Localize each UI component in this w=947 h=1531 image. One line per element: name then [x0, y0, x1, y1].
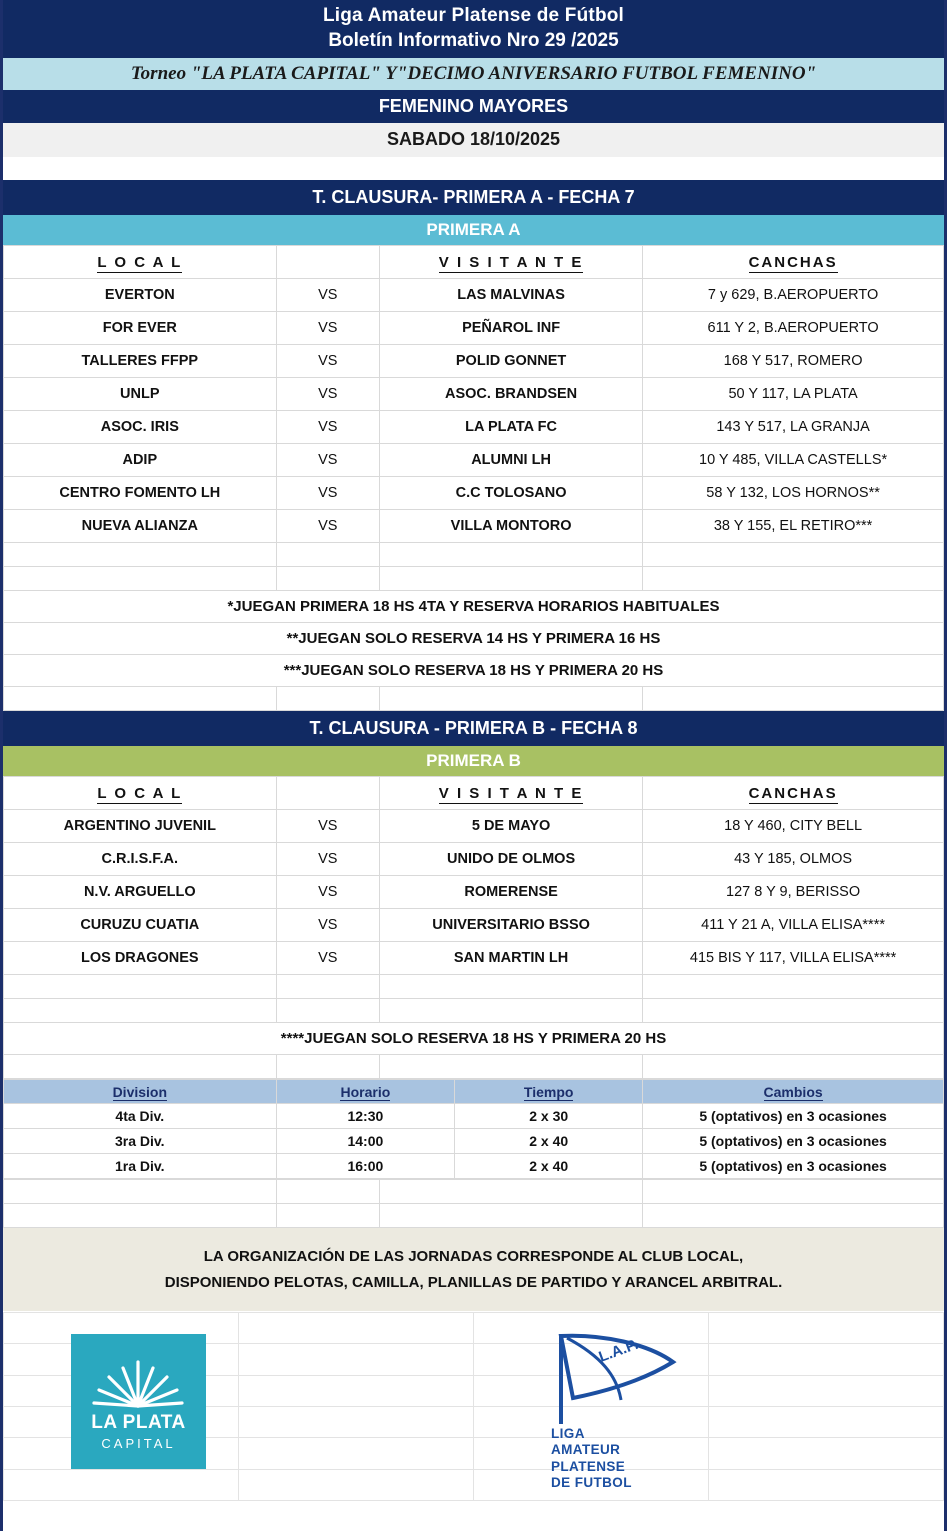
schedule-row — [4, 1129, 944, 1154]
column-header-vs — [276, 777, 379, 810]
cell-cancha: 611 Y 2, B.AEROPUERTO — [643, 312, 944, 345]
cell-cancha: 168 Y 517, ROMERO — [643, 345, 944, 378]
cell-blank — [379, 567, 642, 591]
cell-vs: VS — [276, 510, 379, 543]
cell-cambios: 5 (optativos) en 3 ocasiones — [643, 1154, 944, 1179]
cell-blank — [4, 543, 277, 567]
cell-cancha: 127 8 Y 9, BERISSO — [643, 876, 944, 909]
cell-local: ASOC. IRIS — [4, 411, 277, 444]
cell-division: 3ra Div. — [4, 1129, 277, 1154]
cell-vs: VS — [276, 876, 379, 909]
column-header-tiempo: Tiempo — [455, 1080, 643, 1104]
cell-visitante: UNIVERSITARIO BSSO — [379, 909, 642, 942]
cell-local: C.R.I.S.F.A. — [4, 843, 277, 876]
schedule-row — [4, 1104, 944, 1129]
cell-vs: VS — [276, 378, 379, 411]
table-row — [4, 510, 944, 543]
cell-blank — [379, 975, 642, 999]
la-plata-capital-subtitle: CAPITAL — [101, 1436, 176, 1451]
cell-cambios: 5 (optativos) en 3 ocasiones — [643, 1104, 944, 1129]
la-plata-capital-name: LA PLATA — [91, 1412, 186, 1433]
table-row-blank — [4, 687, 944, 711]
table-row — [4, 411, 944, 444]
cell-blank — [643, 975, 944, 999]
cell-visitante: SAN MARTIN LH — [379, 942, 642, 975]
cell-blank — [4, 1180, 277, 1204]
logos-area — [3, 1311, 944, 1501]
column-header-cambios: Cambios — [643, 1080, 944, 1104]
cell-visitante: ROMERENSE — [379, 876, 642, 909]
cell-cancha: 143 Y 517, LA GRANJA — [643, 411, 944, 444]
table-row — [4, 345, 944, 378]
column-header-local: L O C A L — [4, 777, 277, 810]
header-category: FEMENINO MAYORES — [3, 90, 944, 123]
table-row-note — [4, 1023, 944, 1055]
column-header-local: L O C A L — [4, 246, 277, 279]
cell-tiempo: 2 x 40 — [455, 1154, 643, 1179]
cell-horario: 14:00 — [276, 1129, 455, 1154]
cell-cambios: 5 (optativos) en 3 ocasiones — [643, 1129, 944, 1154]
cell-blank — [643, 1204, 944, 1228]
fixtures-table-primera-a — [3, 245, 944, 711]
cell-cancha: 58 Y 132, LOS HORNOS** — [643, 477, 944, 510]
table-row-blank — [4, 543, 944, 567]
cell-vs: VS — [276, 345, 379, 378]
table-row — [4, 876, 944, 909]
cell-blank — [379, 543, 642, 567]
cell-local: UNLP — [4, 378, 277, 411]
lap-name-block — [551, 1426, 632, 1492]
cell-visitante: ALUMNI LH — [379, 444, 642, 477]
lap-line4: DE FUTBOL — [551, 1475, 632, 1491]
cell-blank — [276, 1055, 379, 1079]
cell-horario: 16:00 — [276, 1154, 455, 1179]
table-row-blank — [4, 1204, 944, 1228]
cell-blank — [643, 1180, 944, 1204]
note-text: *JUEGAN PRIMERA 18 HS 4TA Y RESERVA HORARIOS HABITUALES — [4, 591, 944, 623]
cell-blank — [643, 567, 944, 591]
cell-blank — [4, 1055, 277, 1079]
column-header-horario: Horario — [276, 1080, 455, 1104]
lap-line3: PLATENSE — [551, 1458, 626, 1474]
cell-cancha: 415 BIS Y 117, VILLA ELISA**** — [643, 942, 944, 975]
table-row-blank — [4, 1055, 944, 1079]
table-row-blank — [4, 567, 944, 591]
column-header-canchas: CANCHAS — [643, 246, 944, 279]
cell-blank — [379, 687, 642, 711]
cell-vs: VS — [276, 810, 379, 843]
section-b-title: T. CLAUSURA - PRIMERA B - FECHA 8 — [3, 711, 944, 746]
cell-vs: VS — [276, 411, 379, 444]
cell-local: N.V. ARGUELLO — [4, 876, 277, 909]
column-header-visitante: V I S I T A N T E — [379, 246, 642, 279]
cell-blank — [379, 999, 642, 1023]
column-header-division: Division — [4, 1080, 277, 1104]
cell-cancha: 38 Y 155, EL RETIRO*** — [643, 510, 944, 543]
cell-vs: VS — [276, 312, 379, 345]
schedule-header-row — [4, 1080, 944, 1104]
table-header-row — [4, 246, 944, 279]
table-row — [4, 477, 944, 510]
cell-blank — [643, 1055, 944, 1079]
table-row-note — [4, 623, 944, 655]
cell-tiempo: 2 x 40 — [455, 1129, 643, 1154]
cell-blank — [276, 543, 379, 567]
note-text: ***JUEGAN SOLO RESERVA 18 HS Y PRIMERA 20 HS — [4, 655, 944, 687]
cell-blank — [4, 567, 277, 591]
schedule-table — [3, 1079, 944, 1179]
cell-blank — [276, 687, 379, 711]
cell-cancha: 10 Y 485, VILLA CASTELLS* — [643, 444, 944, 477]
column-header-visitante: V I S I T A N T E — [379, 777, 642, 810]
cell-vs: VS — [276, 909, 379, 942]
cell-visitante: LA PLATA FC — [379, 411, 642, 444]
organization-note-line1: LA ORGANIZACIÓN DE LAS JORNADAS CORRESPONDE AL CLUB LOCAL, — [203, 1248, 744, 1265]
cell-blank — [276, 999, 379, 1023]
section-a-title: T. CLAUSURA- PRIMERA A - FECHA 7 — [3, 180, 944, 215]
cell-cancha: 18 Y 460, CITY BELL — [643, 810, 944, 843]
table-row-blank — [4, 975, 944, 999]
pennant-flag-icon — [543, 1328, 723, 1438]
cell-division: 4ta Div. — [4, 1104, 277, 1129]
cell-vs: VS — [276, 477, 379, 510]
cell-blank — [4, 1204, 277, 1228]
table-row — [4, 909, 944, 942]
cell-blank — [379, 1055, 642, 1079]
cell-vs: VS — [276, 942, 379, 975]
cell-blank — [379, 1204, 642, 1228]
header-date: SABADO 18/10/2025 — [3, 123, 944, 157]
cell-visitante: LAS MALVINAS — [379, 279, 642, 312]
cell-blank — [4, 999, 277, 1023]
cell-visitante: VILLA MONTORO — [379, 510, 642, 543]
cell-blank — [643, 999, 944, 1023]
table-row-note — [4, 591, 944, 623]
header-bulletin-number: Boletín Informativo Nro 29 /2025 — [3, 30, 944, 58]
cell-blank — [379, 1180, 642, 1204]
cell-blank — [4, 975, 277, 999]
cell-visitante: 5 DE MAYO — [379, 810, 642, 843]
note-text: ****JUEGAN SOLO RESERVA 18 HS Y PRIMERA 20 HS — [4, 1023, 944, 1055]
column-header-vs — [276, 246, 379, 279]
note-text: **JUEGAN SOLO RESERVA 14 HS Y PRIMERA 16 HS — [4, 623, 944, 655]
cell-local: TALLERES FFPP — [4, 345, 277, 378]
sunburst-icon — [71, 1350, 206, 1412]
cell-visitante: ASOC. BRANDSEN — [379, 378, 642, 411]
cell-vs: VS — [276, 843, 379, 876]
schedule-row — [4, 1154, 944, 1179]
table-row — [4, 843, 944, 876]
cell-horario: 12:30 — [276, 1104, 455, 1129]
cell-blank — [276, 975, 379, 999]
cell-local: FOR EVER — [4, 312, 277, 345]
cell-local: CENTRO FOMENTO LH — [4, 477, 277, 510]
cell-blank — [276, 1204, 379, 1228]
spacer-grid — [3, 1179, 944, 1228]
cell-visitante: UNIDO DE OLMOS — [379, 843, 642, 876]
spacer — [3, 157, 944, 171]
cell-local: ADIP — [4, 444, 277, 477]
cell-visitante: PEÑAROL INF — [379, 312, 642, 345]
section-a-subtitle: PRIMERA A — [3, 215, 944, 245]
spacer — [3, 171, 944, 180]
cell-cancha: 7 y 629, B.AEROPUERTO — [643, 279, 944, 312]
table-header-row — [4, 777, 944, 810]
table-row — [4, 444, 944, 477]
lap-line1: LIGA — [551, 1426, 585, 1441]
lap-line2: AMATEUR — [551, 1442, 621, 1458]
cell-blank — [276, 1180, 379, 1204]
section-b-subtitle: PRIMERA B — [3, 746, 944, 776]
organization-note-line2: DISPONIENDO PELOTAS, CAMILLA, PLANILLAS DE PARTIDO Y ARANCEL ARBITRAL. — [164, 1273, 783, 1291]
cell-blank — [276, 567, 379, 591]
cell-local: EVERTON — [4, 279, 277, 312]
table-row-blank — [4, 999, 944, 1023]
cell-blank — [643, 687, 944, 711]
bottom-strip — [3, 1501, 944, 1531]
table-row — [4, 378, 944, 411]
cell-visitante: POLID GONNET — [379, 345, 642, 378]
header-league-name: Liga Amateur Platense de Fútbol — [3, 0, 944, 30]
cell-local: ARGENTINO JUVENIL — [4, 810, 277, 843]
table-row — [4, 312, 944, 345]
column-header-canchas: CANCHAS — [643, 777, 944, 810]
table-row — [4, 279, 944, 312]
cell-visitante: C.C TOLOSANO — [379, 477, 642, 510]
cell-blank — [643, 543, 944, 567]
header-tournament-name: Torneo "LA PLATA CAPITAL" Y"DECIMO ANIVERSARIO FUTBOL FEMENINO" — [3, 58, 944, 90]
cell-vs: VS — [276, 279, 379, 312]
la-plata-capital-logo — [71, 1334, 206, 1469]
liga-amateur-platense-logo — [543, 1328, 723, 1491]
cell-cancha: 50 Y 117, LA PLATA — [643, 378, 944, 411]
lap-monogram: L.A.P. — [596, 1335, 641, 1366]
cell-local: NUEVA ALIANZA — [4, 510, 277, 543]
cell-local: LOS DRAGONES — [4, 942, 277, 975]
cell-cancha: 43 Y 185, OLMOS — [643, 843, 944, 876]
cell-tiempo: 2 x 30 — [455, 1104, 643, 1129]
cell-local: CURUZU CUATIA — [4, 909, 277, 942]
cell-blank — [4, 687, 277, 711]
table-row — [4, 942, 944, 975]
cell-cancha: 411 Y 21 A, VILLA ELISA**** — [643, 909, 944, 942]
table-row-blank — [4, 1180, 944, 1204]
table-row — [4, 810, 944, 843]
cell-vs: VS — [276, 444, 379, 477]
organization-note — [3, 1228, 944, 1311]
table-row-note — [4, 655, 944, 687]
cell-division: 1ra Div. — [4, 1154, 277, 1179]
fixtures-table-primera-b — [3, 776, 944, 1079]
